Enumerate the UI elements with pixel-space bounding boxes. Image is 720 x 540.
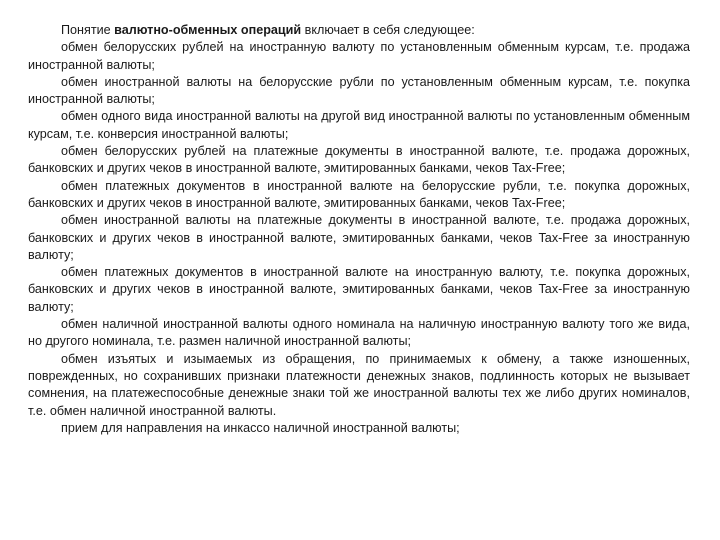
list-item: обмен белорусских рублей на иностранную валюту по установленным обменным курсам, т.е. продажа иностранной валюты;	[28, 40, 690, 72]
intro-text-after: включает в себя следующее:	[301, 23, 475, 37]
list-item: обмен иностранной валюты на платежные документы в иностранной валюте, т.е. продажа дорожных, банковских и других чеков в иностранной валюте, эмитированных банками, чеков Tax-Free за иностранную валюту;	[28, 213, 690, 262]
list-item: обмен иностранной валюты на белорусские рубли по установленным обменным курсам, т.е. покупка иностранной валюты;	[28, 74, 690, 107]
document-body	[28, 22, 690, 437]
intro-paragraph	[28, 22, 690, 39]
list-item: обмен белорусских рублей на платежные документы в иностранной валюте, т.е. продажа дорожных, банковских и других чеков в иностранной валюте, эмитированных банками, чеков Tax-Free;	[28, 144, 690, 176]
list-item: обмен платежных документов в иностранной валюте на белорусские рубли, т.е. покупка дорожных, банковских и других чеков в иностранной валюте, эмитированных банками, чеков Tax-Free;	[28, 178, 690, 210]
intro-text-before: Понятие	[61, 23, 115, 37]
intro-term-bold: валютно-обменных операций	[114, 23, 302, 37]
list-item: обмен платежных документов в иностранной валюте на иностранную валюту, т.е. покупка дорожных, банковских и других чеков в иностранной валюте, эмитированных банками, чеков Tax-Free за иностранную валюту;	[28, 265, 690, 314]
list-item: обмен изъятых и изымаемых из обращения, по принимаемых к обмену, а также изношенных, поврежденных, но сохранивших признаки платежности денежных знаков, подлинность которых не вызывает сомнения, на платежеспособные денежные знаки той же иностранной валюты тех же либо других номиналов, т.е. обмен наличной иностранной валюты.	[28, 351, 690, 418]
list-item: обмен одного вида иностранной валюты на другой вид иностранной валюты по установленным обменным курсам, т.е. конверсия иностранной валюты;	[28, 109, 690, 141]
list-item: обмен наличной иностранной валюты одного номинала на наличную иностранную валюту того же вида, но другого номинала, т.е. размен наличной иностранной валюты;	[28, 317, 690, 349]
list-item: прием для направления на инкассо наличной иностранной валюты;	[61, 420, 460, 435]
